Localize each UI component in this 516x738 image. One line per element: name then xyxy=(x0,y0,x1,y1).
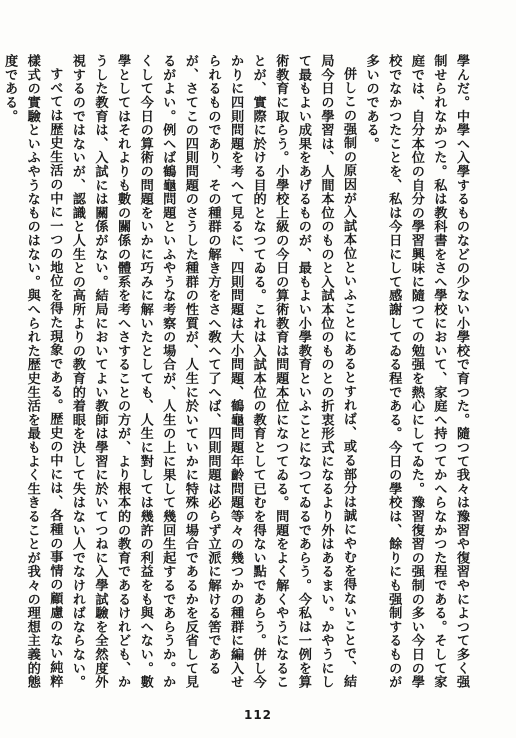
paragraph-1: 學んだ。中學へ入學するものなどの少ない小學校で育つた。隨つて我々は豫習や復習やによつて多く强制せられなかつた。私は教科書をさへ學校において、家庭へ持つてかへらなかつた程である。そして家庭では、自分本位の自分の學習興味に隨つての勉强を熱心にしてゐた。豫習復習の强制の多い今日の學校でなかつたことを、私は今日にして感謝してゐる程である。今日の學校は、餘りにも强制するものが多いのである。 xyxy=(363,54,469,689)
vertical-text-body xyxy=(2,54,472,690)
page-number: 112 xyxy=(243,708,273,722)
paragraph-3: すべては歴史生活の中に一つの地位を得た現象である。歴史の中には、各種の事情の顧慮のない純粹樣式の實驗といふやうなものはない。與へられた歴史生活を最もよく生きることが我々の理想主義的態度である。 xyxy=(2,54,63,689)
paragraph-2: 併しこの强制の原因が入試本位といふことにあるとすれば、或る部分は誠にやむを得ないことで、結局今日の學習は、人間本位のものと入試本位のものとの折衷形式になるより外はあるまい。かやうにして最もよい成果をあげるものが、最もよい小學教育といふことになつてゐるであらう。今私は一例を算術教育に取らう。小學校上級の今日の算術教育は問題本位になつてゐる。問題をよく解くやうになることが、實際に於ける目的となつてゐる。これは入試本位の教育として已むを得ない點であらう。併し今かりに四則問題を考へて見るに、四則問題は大小問題、鶴龜問題年齡問題等々の幾つかの種群に編入せられるものであり、その種群の解き方をさへ敎へて了へば、四則問題は必らず立派に解ける筈であるが、さてこの四則問題のさうした種群の性質が、人生に於いていかに特殊の場合であるかを反省して見るがよい。例へば鶴龜問題といふやうな考察の場合が、人生の上に果して幾回生起するであらうか。かくして今日の算術の問題をいかに巧みに解いたとしても、人生に對しては幾許の利益をも與へない。數學としてはそれよりも數の關係の體系を考へさすることの方が、より根本的の教育であるけれども、かうした教育は、入試には關係がない。結局においてよい教師は學習に於いてつねに入學試驗を全然度外視するのではないが、認識と人生との高所よりの教育的着眼を決して失はない人でなければならない。 xyxy=(69,54,357,689)
